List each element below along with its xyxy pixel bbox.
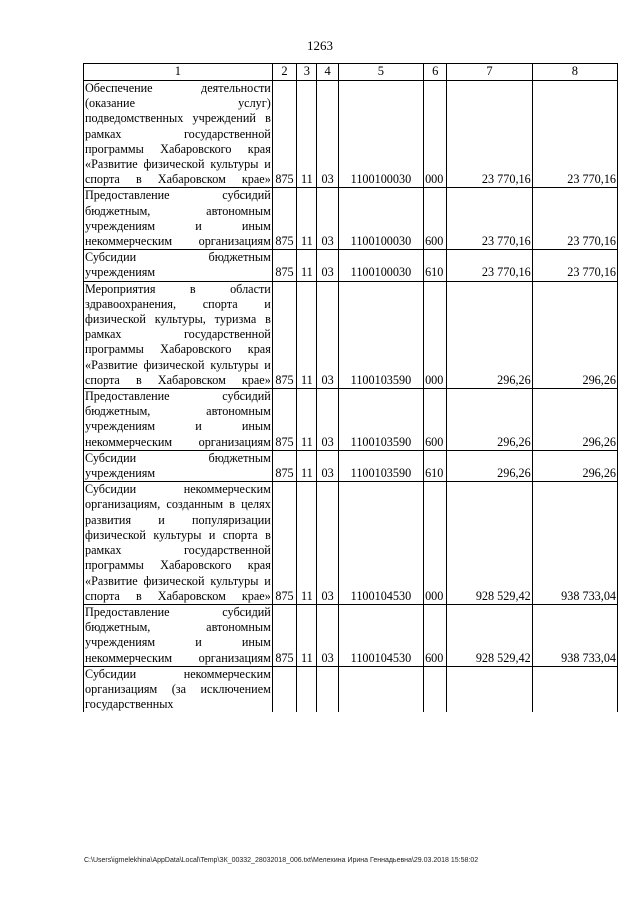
row-name-cell <box>84 389 273 451</box>
cell-c4: 03 <box>317 482 338 605</box>
cell-c5: 1100104530 <box>338 482 423 605</box>
table-row <box>84 389 618 451</box>
column-header: 4 <box>317 64 338 81</box>
cell-c3: 11 <box>297 250 317 281</box>
cell-c5: 1100103590 <box>338 281 423 388</box>
table-row <box>84 281 618 388</box>
cell-c4: 03 <box>317 281 338 388</box>
cell-c6: 600 <box>424 188 447 250</box>
cell-c6: 000 <box>424 482 447 605</box>
row-name-cell <box>84 482 273 605</box>
cell-c7: 928 529,42 <box>447 604 532 666</box>
table-row <box>84 482 618 605</box>
cell-c8 <box>532 666 617 712</box>
cell-c4: 03 <box>317 81 338 188</box>
cell-c7: 296,26 <box>447 450 532 481</box>
cell-c7: 928 529,42 <box>447 482 532 605</box>
row-name: Субсидии бюджетным учреждениям <box>85 250 271 280</box>
row-name-cell <box>84 188 273 250</box>
row-name-cell <box>84 81 273 188</box>
cell-c8: 23 770,16 <box>532 81 617 188</box>
cell-c2: 875 <box>272 81 296 188</box>
cell-c7: 296,26 <box>447 281 532 388</box>
table-row <box>84 250 618 281</box>
cell-c3: 11 <box>297 450 317 481</box>
row-name: Обеспечение деятельности (оказание услуг) подведомственных учреждений в рамках государственной программы Хабаровского края «Развитие физической культуры и спорта в Хабаровском крае» <box>85 81 271 187</box>
cell-c6: 600 <box>424 389 447 451</box>
cell-c4: 03 <box>317 188 338 250</box>
row-name-cell <box>84 450 273 481</box>
cell-c2: 875 <box>272 389 296 451</box>
row-name-cell <box>84 604 273 666</box>
cell-c2: 875 <box>272 188 296 250</box>
cell-c7: 23 770,16 <box>447 81 532 188</box>
cell-c2: 875 <box>272 250 296 281</box>
cell-c3: 11 <box>297 604 317 666</box>
row-name: Мероприятия в области здравоохранения, спорта и физической культуры, туризма в рамках государственной программы Хабаровского края «Развитие физической культуры и спорта в Хабаровском крае» <box>85 281 271 387</box>
cell-c5 <box>338 666 423 712</box>
cell-c5: 1100100030 <box>338 188 423 250</box>
row-name: Субсидии некоммерческим организациям (за исключением государственных <box>85 666 271 712</box>
column-header: 2 <box>272 64 296 81</box>
cell-c4: 03 <box>317 604 338 666</box>
column-header: 1 <box>84 64 273 81</box>
cell-c8: 938 733,04 <box>532 482 617 605</box>
cell-c3: 11 <box>297 389 317 451</box>
cell-c8: 296,26 <box>532 389 617 451</box>
cell-c3: 11 <box>297 81 317 188</box>
cell-c5: 1100100030 <box>338 81 423 188</box>
cell-c8: 296,26 <box>532 450 617 481</box>
cell-c2: 875 <box>272 281 296 388</box>
cell-c4 <box>317 666 338 712</box>
column-header: 3 <box>297 64 317 81</box>
column-header: 8 <box>532 64 617 81</box>
row-name-cell <box>84 666 273 712</box>
cell-c4: 03 <box>317 450 338 481</box>
cell-c6: 610 <box>424 450 447 481</box>
cell-c8: 23 770,16 <box>532 188 617 250</box>
cell-c3 <box>297 666 317 712</box>
cell-c7: 296,26 <box>447 389 532 451</box>
cell-c6: 000 <box>424 281 447 388</box>
cell-c3: 11 <box>297 281 317 388</box>
cell-c4: 03 <box>317 389 338 451</box>
cell-c3: 11 <box>297 188 317 250</box>
cell-c2: 875 <box>272 450 296 481</box>
cell-c7: 23 770,16 <box>447 250 532 281</box>
cell-c7 <box>447 666 532 712</box>
row-name: Предоставление субсидий бюджетным, автономным учреждениям и иным некоммерческим организациям <box>85 188 271 249</box>
cell-c6: 610 <box>424 250 447 281</box>
cell-c5: 1100103590 <box>338 450 423 481</box>
page-number: 1263 <box>307 38 333 53</box>
cell-c5: 1100100030 <box>338 250 423 281</box>
cell-c8: 23 770,16 <box>532 250 617 281</box>
column-header: 6 <box>424 64 447 81</box>
cell-c6 <box>424 666 447 712</box>
cell-c8: 938 733,04 <box>532 604 617 666</box>
row-name: Предоставление субсидий бюджетным, автономным учреждениям и иным некоммерческим организациям <box>85 604 271 665</box>
table-row <box>84 604 618 666</box>
column-header: 7 <box>447 64 532 81</box>
table-row <box>84 666 618 712</box>
table-row <box>84 81 618 188</box>
file-path-footer: C:\Users\igmelekhina\AppData\Local\Temp\ЗК_00332_28032018_006.txt\Мелехина Ирина Геннадьевна\29.03.2018 15:58:02 <box>84 857 479 864</box>
cell-c6: 600 <box>424 604 447 666</box>
cell-c4: 03 <box>317 250 338 281</box>
row-name: Субсидии некоммерческим организациям, созданным в целях развития и популяризации физической культуры и спорта в рамках государственной программы Хабаровского края «Развитие физической культуры и спорта в Хабаровском крае» <box>85 482 271 603</box>
table-header-row <box>84 64 618 81</box>
row-name-cell <box>84 250 273 281</box>
cell-c2: 875 <box>272 604 296 666</box>
table-row <box>84 450 618 481</box>
row-name-cell <box>84 281 273 388</box>
cell-c5: 1100104530 <box>338 604 423 666</box>
cell-c2 <box>272 666 296 712</box>
row-name: Субсидии бюджетным учреждениям <box>85 450 271 481</box>
column-header: 5 <box>338 64 423 81</box>
cell-c6: 000 <box>424 81 447 188</box>
budget-table <box>83 63 618 712</box>
cell-c7: 23 770,16 <box>447 188 532 250</box>
cell-c8: 296,26 <box>532 281 617 388</box>
table-row <box>84 188 618 250</box>
cell-c2: 875 <box>272 482 296 605</box>
cell-c3: 11 <box>297 482 317 605</box>
cell-c5: 1100103590 <box>338 389 423 451</box>
row-name: Предоставление субсидий бюджетным, автономным учреждениям и иным некоммерческим организациям <box>85 389 271 449</box>
